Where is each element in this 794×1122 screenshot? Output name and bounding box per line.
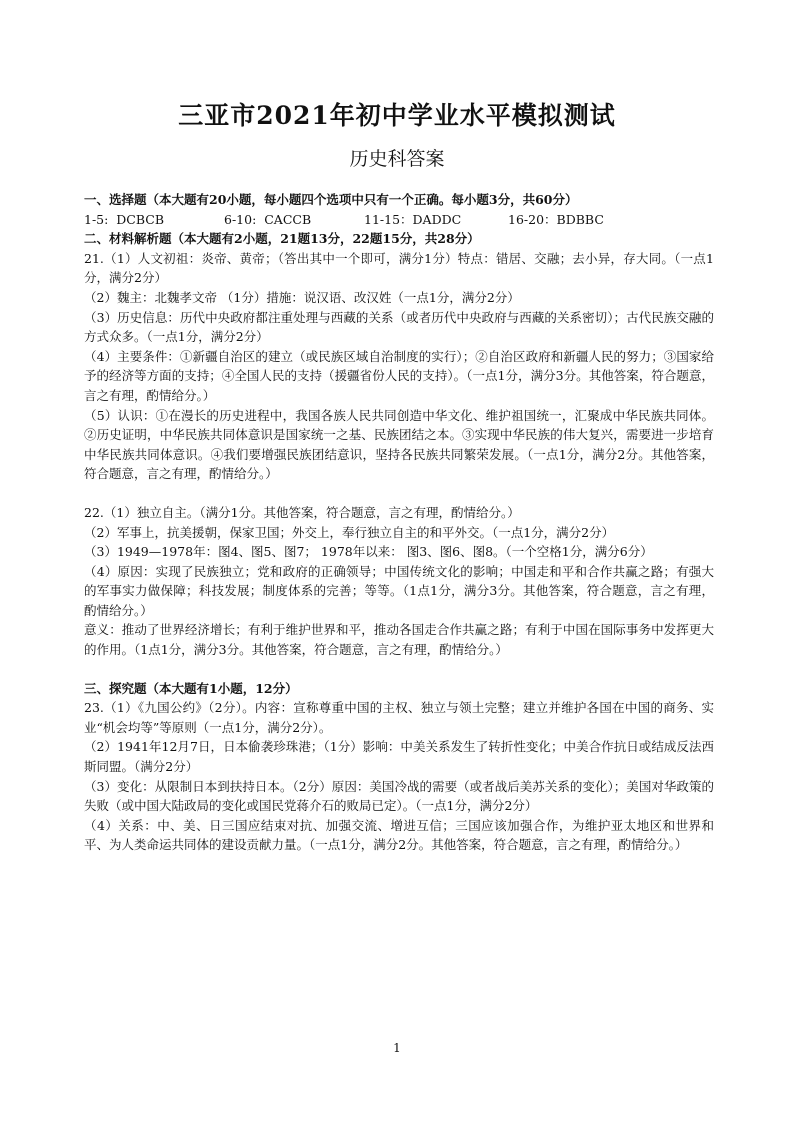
q21-part-2: （2）魏主：北魏孝文帝 （1分）措施：说汉语、改汉姓（一点1分，满分2分） bbox=[84, 289, 520, 305]
q22-part-3: （3）1949—1978年：图4、图5、图7； 1978年以来： 图3、图6、图8。（一个空格1分，满分6分） bbox=[84, 544, 653, 560]
page-number: 1 bbox=[393, 1041, 401, 1055]
q22-significance: 意义：推动了世界经济增长；有利于维护世界和平，推动各国走合作共赢之路；有利于中国在国际事务中发挥更大的作用。（1点1分，满分3分。其他答案，符合题意，言之有理，酌情给分。） bbox=[84, 622, 714, 658]
choice-answers-row bbox=[84, 210, 714, 230]
paragraph-spacer bbox=[84, 660, 714, 679]
q23-part-2: （2）1941年12月7日，日本偷袭珍珠港；（1分）影响：中美关系发生了转折性变化；中美合作抗日或结成反法西斯同盟。（满分2分） bbox=[84, 739, 714, 775]
document-title: 三亚市2021年初中学业水平模拟测试 bbox=[178, 101, 616, 130]
q22-part-2: （2）军事上，抗美援朝，保家卫国；外交上，奉行独立自主的和平外交。（一点1分，满分2分） bbox=[84, 524, 615, 540]
q22-part-4: （4）原因：实现了民族独立；党和政府的正确领导；中国传统文化的影响；中国走和平和合作共赢之路；有强大的军事实力做保障；科技发展；制度体系的完善；等等。（1点1分，满分3分。其他答案，符合题意，言之有理，酌情给分。） bbox=[84, 563, 714, 618]
q21-part-4: （4）主要条件：①新疆自治区的建立（或民族区域自治制度的实行）；②自治区政府和新疆人民的努力；③国家给予的经济等方面的支持；④全国人民的支持（援疆省份人民的支持）。（一点1分，满分3分。其他答案，符合题意，言之有理，酌情给分。） bbox=[84, 348, 714, 403]
paragraph-spacer bbox=[84, 484, 714, 503]
q23-part-4: （4）关系：中、美、日三国应结束对抗、加强交流、增进互信；三国应该加强合作，为维护亚太地区和世界和平、为人类命运共同体的建设贡献力量。（一点1分，满分2分。其他答案，符合题意，言之有理，酌情给分。） bbox=[84, 817, 714, 853]
choice-answer-group: 11-15：DADDC bbox=[364, 211, 462, 227]
section-heading-material: 二、材料解析题（本大题有2小题，21题13分，22题15分，共28分） bbox=[84, 231, 480, 247]
choice-answer-group: 1-5: DCBCB bbox=[84, 211, 165, 227]
q23-part-3: （3）变化：从限制日本到扶持日本。（2分）原因：美国冷战的需要（或者战后美苏关系的变化）；美国对华政策的失败（或中国大陆政局的变化或国民党蒋介石的败局已定）。（一点1分，满分2分） bbox=[84, 778, 714, 814]
q21-part-5: （5）认识：①在漫长的历史进程中，我国各族人民共同创造中华文化、维护祖国统一，汇聚成中华民族共同体。②历史证明，中华民族共同体意识是国家统一之基、民族团结之本。③实现中华民族的伟大复兴，需要进一步培育中华民族共同体意识。④我们要增强民族团结意识，坚持各民族共同繁荣发展。（一点1分，满分2分。其他答案，符合题意，言之有理，酌情给分。） bbox=[84, 407, 714, 482]
section-heading-choice: 一、选择题（本大题有20小题，每小题四个选项中只有一个正确。每小题3分，共60分） bbox=[84, 192, 578, 207]
q23-part-1: 23.（1）《九国公约》（2分）。内容：宣称尊重中国的主权、独立与领土完整；建立并维护各国在中国的商务、实业“机会均等”等原则（一点1分，满分2分）。 bbox=[84, 700, 714, 735]
section-heading-inquiry: 三、探究题（本大题有1小题，12分） bbox=[84, 680, 298, 696]
document-subtitle: 历史科答案 bbox=[349, 148, 445, 170]
q22-part-1: 22.（1）独立自主。（满分1分。其他答案，符合题意，言之有理，酌情给分。） bbox=[84, 504, 520, 520]
q21-part-1: 21.（1）人文初祖：炎帝、黄帝；（答出其中一个即可，满分1分）特点：错居、交融；去小异，存大同。（一点1分，满分2分） bbox=[84, 250, 714, 286]
choice-answer-group: 6-10: CACCB bbox=[224, 211, 312, 227]
q21-part-3: （3）历史信息：历代中央政府都注重处理与西藏的关系（或者历代中央政府与西藏的关系密切）；古代民族交融的方式众多。（一点1分，满分2分） bbox=[84, 309, 714, 345]
choice-answer-group: 16-20：BDBBC bbox=[508, 211, 604, 227]
answer-content bbox=[84, 190, 714, 855]
